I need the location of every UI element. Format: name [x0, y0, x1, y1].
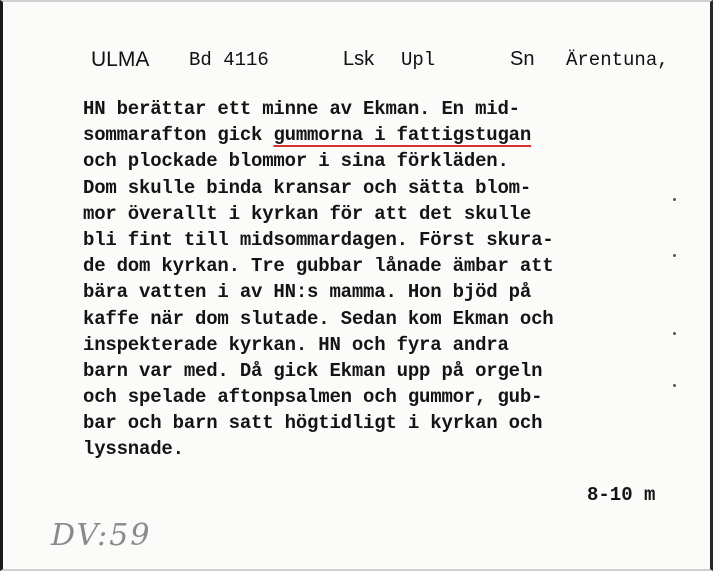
margin-mark [673, 198, 676, 201]
province: Upl [401, 49, 436, 71]
record-number: Bd 4116 [189, 49, 269, 71]
text-line-2 [83, 122, 673, 148]
text-line-7: de dom kyrkan. Tre gubbar lånade ämbar att [83, 255, 554, 278]
text-line-9: kaffe när dom slutade. Sedan kom Ekman och [83, 307, 554, 330]
text-line-12: och spelade aftonpsalmen och gummor, gub- [83, 386, 543, 409]
text-line-11: barn var med. Då gick Ekman upp på orgeln [83, 359, 543, 382]
text-line-5: mor överallt i kyrkan för att det skulle [83, 202, 532, 225]
card-header [3, 48, 713, 78]
text-line-3: och plockade blommor i sina förkläden. [83, 150, 509, 173]
region-code: Lsk [343, 48, 375, 70]
text-line-6: bli fint till midsommardagen. Först skura- [83, 228, 554, 251]
text-line-2-prefix: sommarafton gick [83, 124, 274, 147]
margin-mark [673, 384, 676, 387]
card-body-text [83, 96, 673, 463]
text-line-13: bar och barn satt högtidligt i kyrkan och [83, 412, 543, 435]
text-line-1: HN berättar ett minne av Ekman. En mid- [83, 98, 520, 120]
margin-mark [673, 332, 676, 335]
archive-name: ULMA [91, 48, 150, 71]
text-line-4: Dom skulle binda kransar och sätta blom- [83, 176, 532, 199]
page-reference: 8-10 m [587, 484, 656, 506]
text-line-10: inspekterade kyrkan. HN och fyra andra [83, 333, 509, 356]
text-line-8: bära vatten i av HN:s mamma. Hon bjöd på [83, 281, 532, 304]
parish-label: Sn [510, 48, 535, 70]
underlined-phrase: gummorna i fattigstugan [273, 124, 532, 147]
handwritten-reference: DV:59 [51, 518, 152, 553]
parish-name: Ärentuna, [566, 49, 669, 71]
text-line-14: lyssnade. [83, 438, 184, 461]
margin-mark [673, 254, 676, 257]
